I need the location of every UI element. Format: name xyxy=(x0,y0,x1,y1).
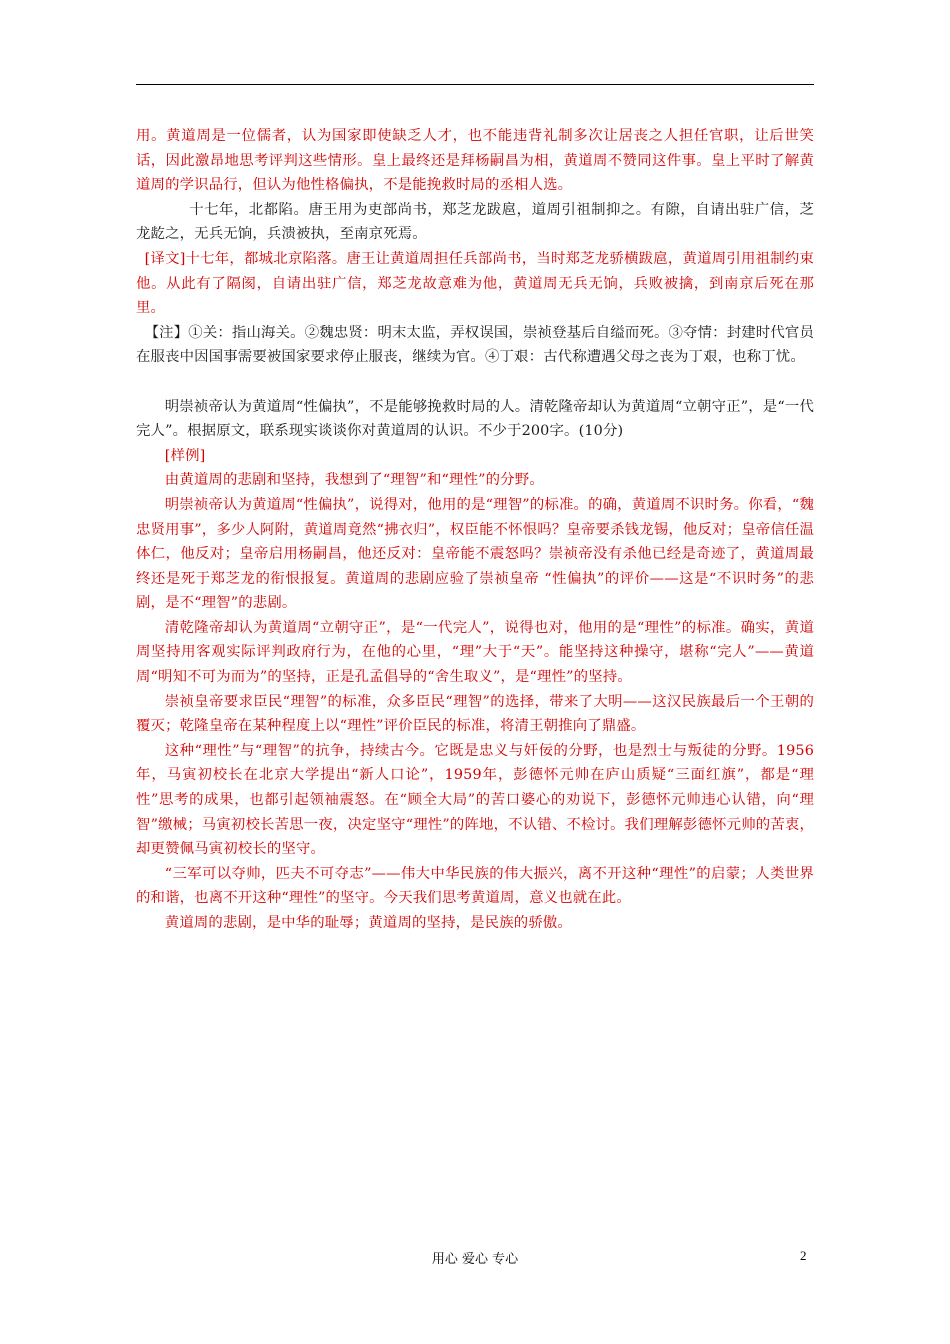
document-body xyxy=(136,124,814,936)
translation-paragraph: [译文]十七年，都城北京陷落。唐王让黄道周担任兵部尚书，当时郑芝龙骄横跋扈，黄道周引用祖制约束他。从此有了隔阂，自请出驻广信，郑芝龙故意难为他，黄道周无兵无饷，兵败被擒，到南京后死在那里。 xyxy=(136,250,814,317)
essay-conclusion: 黄道周的悲剧，是中华的耻辱；黄道周的坚持，是民族的骄傲。 xyxy=(164,915,572,931)
classical-text: 十七年，北都陷。唐王用为吏部尚书，郑芝龙跋扈，道周引祖制抑之。有隙，自请出驻广信，芝龙龁之，无兵无饷，兵溃被执，至南京死焉。 xyxy=(136,201,814,243)
sample-label: [样例] xyxy=(164,447,206,464)
question-paragraph: 明崇祯帝认为黄道周“性偏执”，不是能够挽救时局的人。清乾隆帝却认为黄道周“立朝守正”，是“一代完人”。根据原文，联系现实谈谈你对黄道周的认识。不少于200字。(10分) xyxy=(136,398,814,440)
translation-continued: 用。黄道周是一位儒者，认为国家即使缺乏人才，也不能违背礼制多次让居丧之人担任官职，让后世笑话，因此激昂地思考评判这些情形。皇上最终还是拜杨嗣昌为相，黄道周不赞同这件事。皇上平时了解黄道周的学识品行，但认为他性格偏执，不是能挽救时局的丞相人选。 xyxy=(136,128,814,194)
essay-paragraph: 明崇祯帝认为黄道周“性偏执”，说得对，他用的是“理智”的标准。的确，黄道周不识时务。你看，“魏忠贤用事”，多少人阿附，黄道周竟然“拂衣归”，权臣能不怀恨吗？皇帝要杀钱龙锡，他反对；皇帝信任温体仁，他反对；皇帝启用杨嗣昌，他还反对：皇帝能不震怒吗？崇祯帝没有杀他已经是奇迹了，黄道周最终还是死于郑芝龙的衔恨报复。黄道周的悲剧应验了崇祯皇帝 “性偏执”的评价——这是“不识时务”的悲剧，是不“理智”的悲剧。 xyxy=(136,496,814,612)
header-rule xyxy=(136,84,814,85)
essay-paragraph: 清乾隆帝却认为黄道周“立朝守正”，是“一代完人”，说得也对，他用的是“理性”的标准。确实，黄道周坚持用客观实际评判政府行为，在他的心里，“理”大于“天”。能坚持这种操守，堪称“完人”——黄道周“明知不可为而为”的坚持，正是孔孟倡导的“舍生取义”，是“理性”的坚持。 xyxy=(136,619,814,686)
essay-paragraph: 崇祯皇帝要求臣民“理智”的标准，众多臣民“理智”的选择，带来了大明——这汉民族最后一个王朝的覆灭；乾隆皇帝在某种程度上以“理性”评价臣民的标准，将清王朝推向了鼎盛。 xyxy=(136,693,814,735)
essay-paragraph: 由黄道周的悲剧和坚持，我想到了“理智”和“理性”的分野。 xyxy=(164,472,544,489)
page-number: 2 xyxy=(800,1248,807,1263)
notes-paragraph: 【注】①关：指山海关。②魏忠贤：明末太监，弄权误国，崇祯登基后自缢而死。③夺情：封建时代官员在服丧中因国事需要被国家要求停止服丧，继续为官。④丁艰：古代称遭遇父母之丧为丁艰，也称丁忧。 xyxy=(136,324,814,366)
blank-line xyxy=(136,370,814,395)
footer-motto: 用心 爱心 专心 xyxy=(431,1252,519,1267)
essay-paragraph: 这种“理性”与“理智”的抗争，持续古今。它既是忠义与奸佞的分野，也是烈士与叛徒的分野。1956年，马寅初校长在北京大学提出“新人口论”，1959年，彭德怀元帅在庐山质疑“三面红旗”，都是“理性”思考的成果，也都引起领袖震怒。在“顾全大局”的苦口婆心的劝说下，彭德怀元帅违心认错，向“理智”缴械；马寅初校长苦思一夜，决定坚守“理性”的阵地，不认错、不检讨。我们理解彭德怀元帅的苦衷，却更赞佩马寅初校长的坚守。 xyxy=(136,742,814,858)
essay-paragraph: “三军可以夺帅，匹夫不可夺志”——伟大中华民族的伟大振兴，离不开这种“理性”的启蒙；人类世界的和谐，也离不开这种“理性”的坚守。今天我们思考黄道周，意义也就在此。 xyxy=(136,865,814,907)
